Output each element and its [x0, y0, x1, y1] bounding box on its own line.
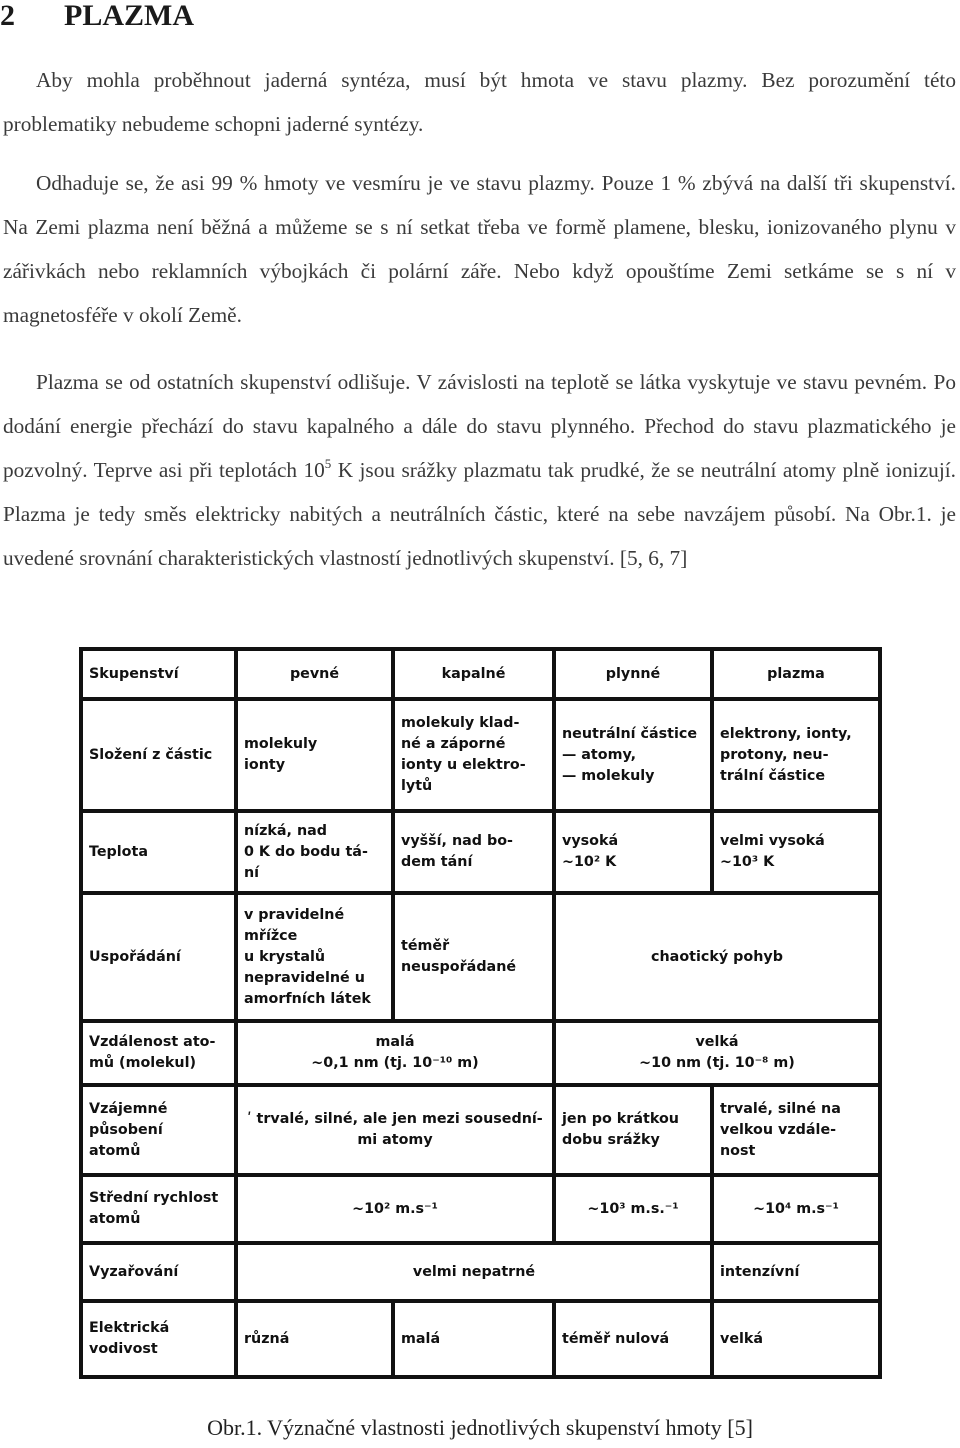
paragraph-states [3, 360, 956, 580]
row-label: Vzájemné působení atomů [81, 1085, 236, 1175]
header-cell: kapalné [393, 649, 554, 699]
table-cell: vyšší, nad bo- dem tání [393, 811, 554, 893]
table-header-row [81, 649, 880, 699]
header-cell: plynné [554, 649, 712, 699]
header-cell: plazma [712, 649, 880, 699]
table-row [81, 699, 880, 811]
table-cell: jen po krátkou dobu srážky [554, 1085, 712, 1175]
table-row [81, 893, 880, 1021]
table-cell: velká [712, 1301, 880, 1377]
table-cell: malá ~0,1 nm (tj. 10⁻¹⁰ m) [236, 1021, 554, 1085]
table-cell: velmi nepatrné [236, 1243, 712, 1301]
table-row [81, 1085, 880, 1175]
paragraph-states-text-b: K jsou srážky plazmatu tak prudké, že se neutrální atomy plně ionizují. Plazma je tedy směs elektricky nabitých a neutrálních částic, které na sebe navzájem působí. Na Obr.1. je uvedené srovnání charakteristických vlastností jednotlivých skupenství. [5, 6, 7] [3, 458, 956, 570]
row-label: Vzdálenost ato- mů (molekul) [81, 1021, 236, 1085]
paragraph-states-text-a: Plazma se od ostatních skupenství odlišuje. V závislosti na teplotě se látka vyskytuje ve stavu pevném. Po dodání energie přechází do stavu kapalného a dále do stavu plynného. Přechod do stavu plazmatického je pozvolný. Teprve asi při teplotách 10 [3, 370, 956, 482]
states-comparison-table [79, 647, 882, 1379]
row-label: Elektrická vodivost [81, 1301, 236, 1377]
figure-caption: Obr.1. Význačné vlastnosti jednotlivých skupenství hmoty [5] [207, 1415, 753, 1440]
table-cell: malá [393, 1301, 554, 1377]
table-cell: nízká, nad 0 K do bodu tá- ní [236, 811, 393, 893]
table-cell: vysoká ~10² K [554, 811, 712, 893]
table-cell: intenzívní [712, 1243, 880, 1301]
table-cell: ~10² m.s⁻¹ [236, 1175, 554, 1243]
row-label: Složení z částic [81, 699, 236, 811]
table-row [81, 1301, 880, 1377]
table-cell: v pravidelné mřížce u krystalů nepravidelné u amorfních látek [236, 893, 393, 1021]
table-cell: velmi vysoká ~10³ K [712, 811, 880, 893]
table-cell: téměř neuspořádané [393, 893, 554, 1021]
header-cell: Skupenství [81, 649, 236, 699]
paragraph-occurrence: Odhaduje se, že asi 99 % hmoty ve vesmíru je ve stavu plazmy. Pouze 1 % zbývá na další tři skupenství. Na Zemi plazma není běžná a můžeme se s ní setkat třeba ve formě plamene, blesku, ionizovaného plynu v zářivkách nebo reklamních výbojkách či polární záře. Nebo když opouštíme Zemi setkáme se s ní v magnetosféře v okolí Země. [3, 171, 956, 327]
table-cell: různá [236, 1301, 393, 1377]
table-cell: molekuly klad- né a záporné ionty u elektro- lytů [393, 699, 554, 811]
table-row [81, 1243, 880, 1301]
section-title: PLAZMA [64, 0, 194, 32]
row-label: Střední rychlost atomů [81, 1175, 236, 1243]
table-cell: molekuly ionty [236, 699, 393, 811]
row-label: Uspořádání [81, 893, 236, 1021]
table-row [81, 1021, 880, 1085]
table-cell: ʹ trvalé, silné, ale jen mezi sousední- mi atomy [236, 1085, 554, 1175]
section-heading [0, 0, 194, 32]
row-label: Vyzařování [81, 1243, 236, 1301]
header-cell: pevné [236, 649, 393, 699]
exponent: 5 [324, 456, 332, 471]
table-cell: trvalé, silné na velkou vzdále- nost [712, 1085, 880, 1175]
table-cell: velká ~10 nm (tj. 10⁻⁸ m) [554, 1021, 880, 1085]
table-row [81, 811, 880, 893]
table-cell: ~10⁴ m.s⁻¹ [712, 1175, 880, 1243]
table-cell: téměř nulová [554, 1301, 712, 1377]
table-cell: elektrony, ionty, protony, neu- trální částice [712, 699, 880, 811]
paragraph-intro: Aby mohla proběhnout jaderná syntéza, musí být hmota ve stavu plazmy. Bez porozumění této problematiky nebudeme schopni jaderné syntézy. [3, 68, 956, 136]
table-cell: neutrální částice — atomy, — molekuly [554, 699, 712, 811]
table-cell: chaotický pohyb [554, 893, 880, 1021]
table-cell: ~10³ m.s.⁻¹ [554, 1175, 712, 1243]
table-row [81, 1175, 880, 1243]
row-label: Teplota [81, 811, 236, 893]
section-number: 2 [0, 0, 15, 32]
